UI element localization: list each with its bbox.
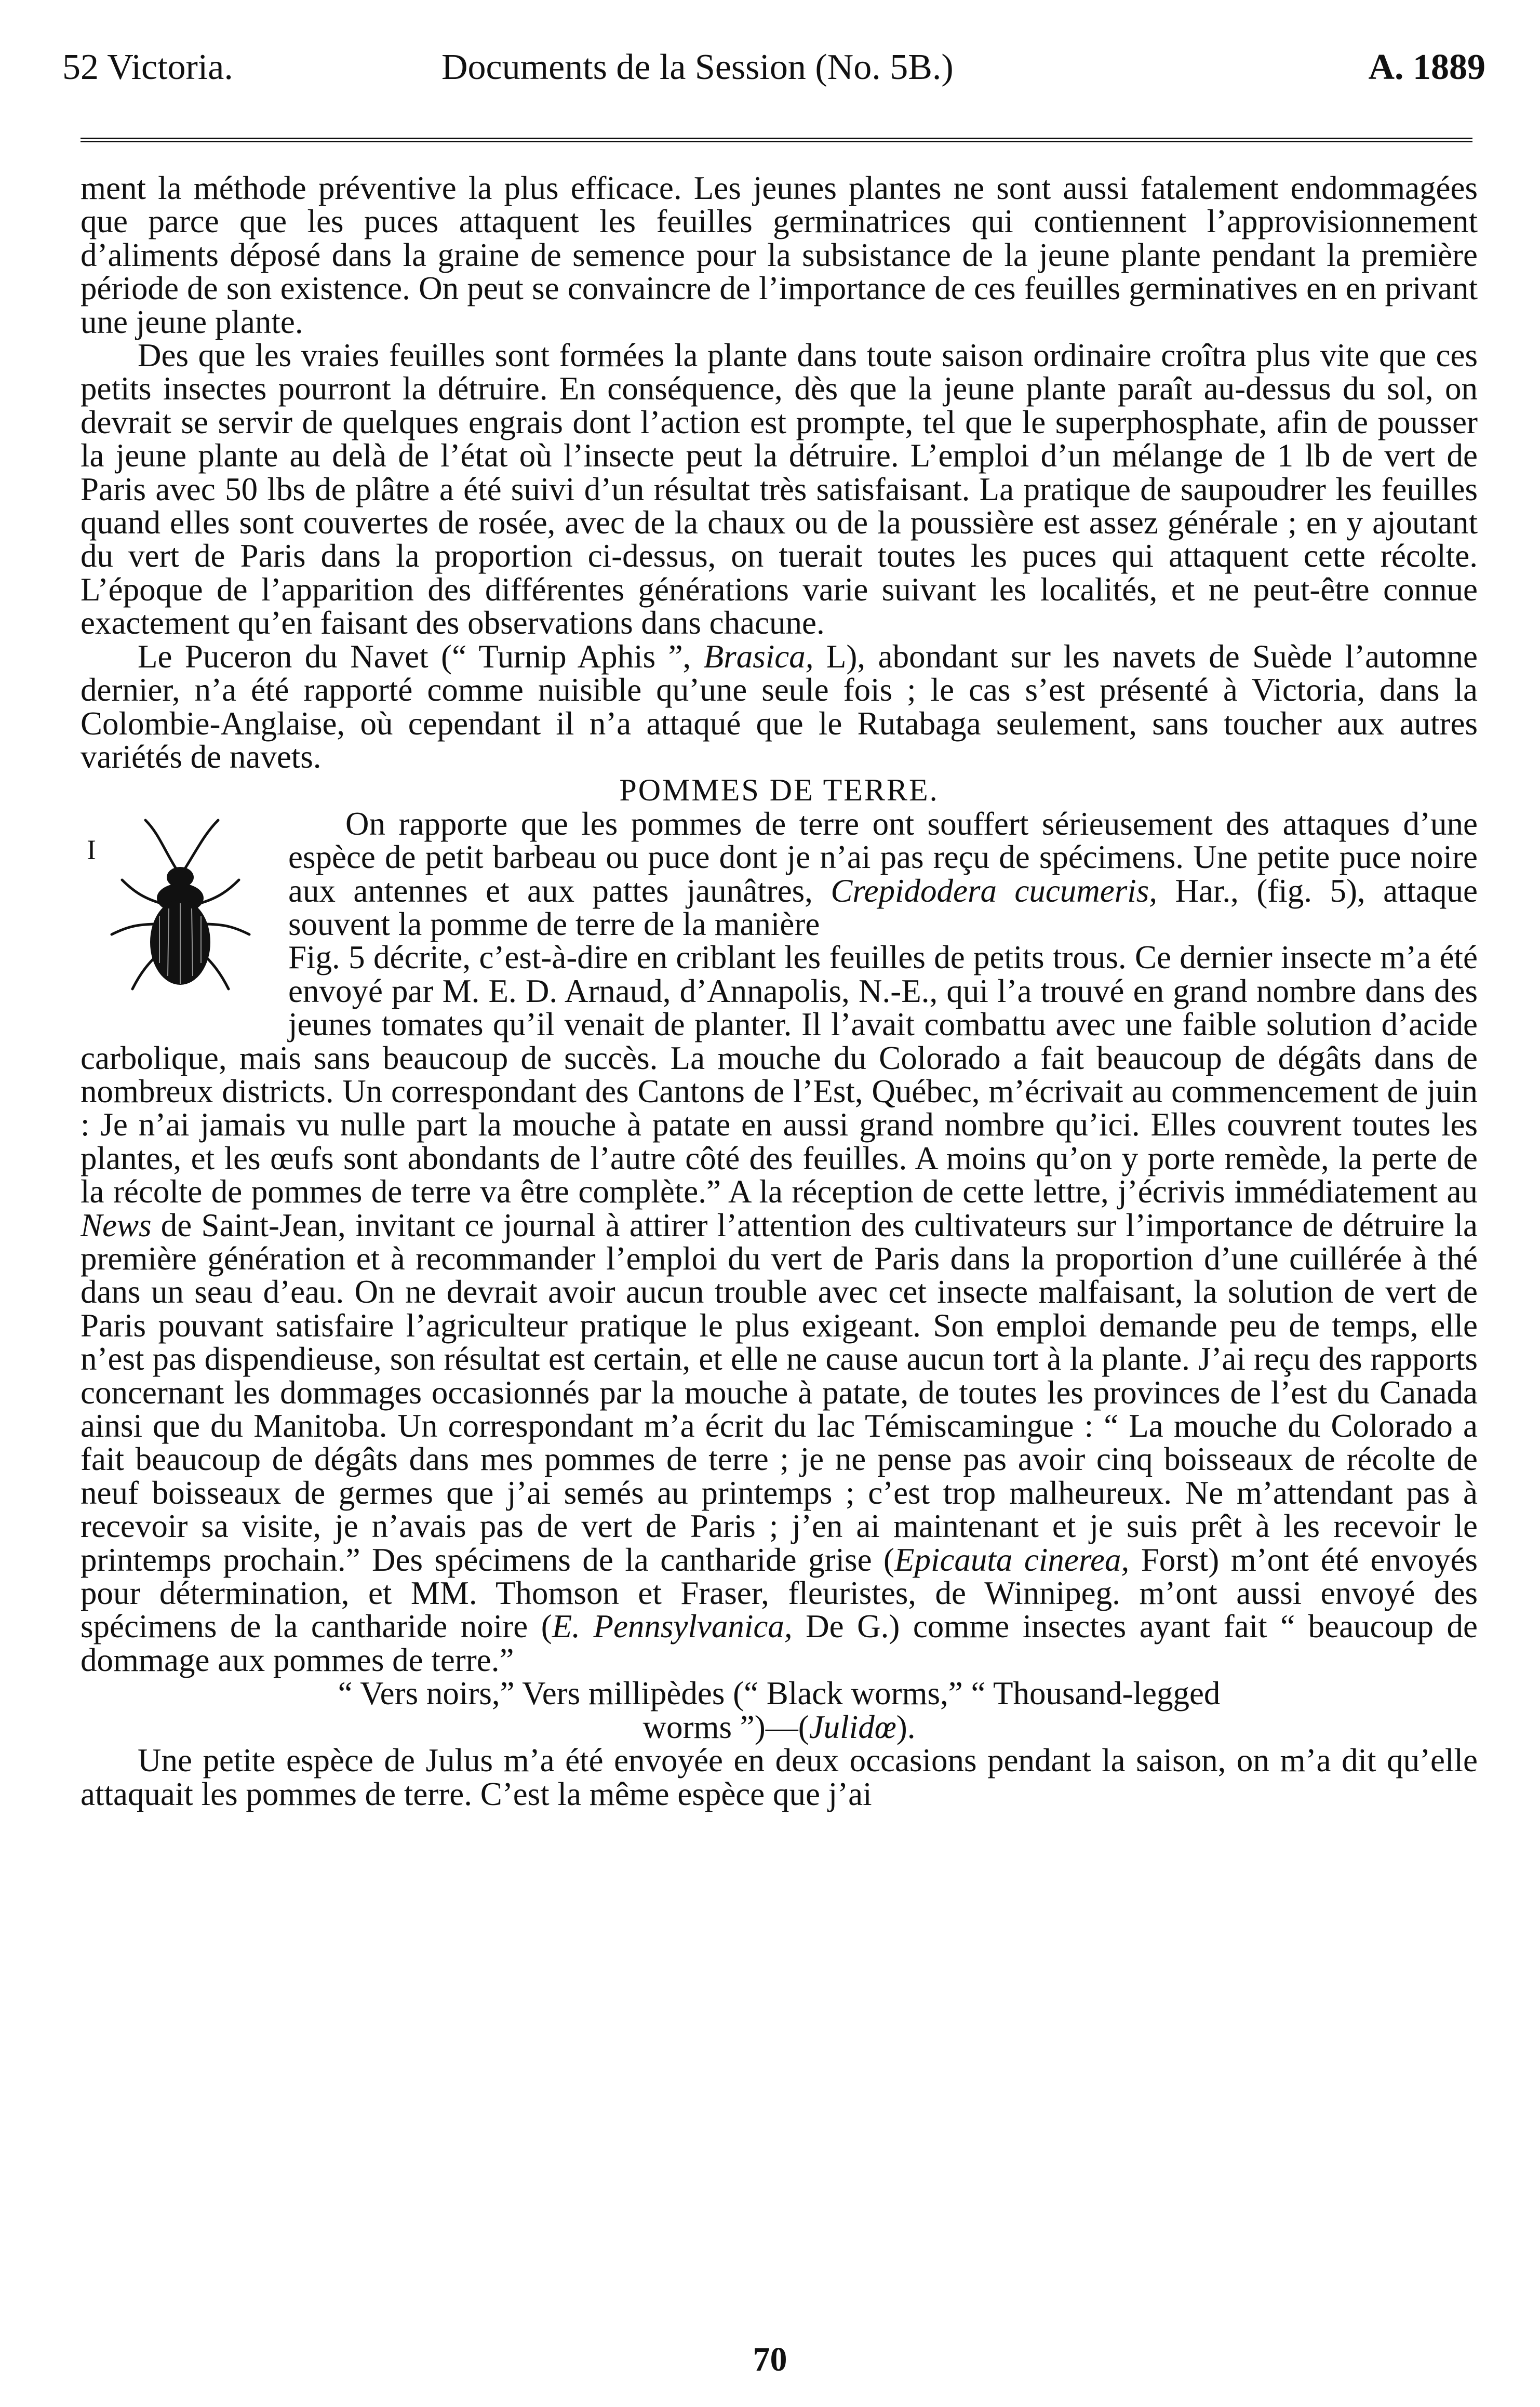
species-name: Brasica, [703, 638, 814, 675]
subheading-line: worms ”)—( [642, 1708, 809, 1745]
text-run: Forst) m’ont été envoyés pour détermination, et MM. Thomson et Fraser, fleuristes, de Winnipeg. m’ont aussi envoyé des spécimens de la cantharide noire ( [81, 1541, 1478, 1645]
subheading-line: ). [896, 1708, 916, 1745]
leg [122, 880, 161, 903]
text-run: On rapporte que les pommes de terre ont souffert sérieusement des attaques d’une espèce de petit barbeau ou puce dont je n’ai pas reçu de spécimens. Une petite puce noire aux antennes et aux pattes jaunâtres, [288, 805, 1478, 909]
paragraph-continuation: ment la méthode préventive la plus efficace. Les jeunes plantes ne sont aussi fatalement endommagées que parce que les puces attaquent les feuilles germinatrices qui contiennent l’approvisionnement d’aliments déposé dans la graine de semence pour la subsistance de la jeune plante pendant la première période de son existence. On peut se convaincre de l’importance de ces feuilles germinatives en en privant une jeune plante. [81, 170, 1478, 340]
text-run: Le Puceron du Navet (“ Turnip Aphis ”, [138, 638, 704, 675]
antenna-right [184, 820, 218, 870]
species-name: Epicauta cinerea, [894, 1541, 1130, 1578]
paragraph-true-leaves: Des que les vraies feuilles sont formées la plante dans toute saison ordinaire croîtra plus vite que ces petits insectes pourront la détruire. En conséquence, dès que la jeune plante paraît au-dessus du sol, on devrait se servir de quelques engrais dont l’action est prompte, tel que le superphosphate, afin de pousser la jeune plante au delà de l’état où l’insecte peut la détruire. L’emploi d’un mélange de 1 lb de vert de Paris avec 50 lbs de plâtre a été suivi d’un résultat très satisfaisant. La pratique de saupoudrer les feuilles quand elles sont couvertes de rosée, avec de la chaux ou de la poussière est assez générale ; en y ajoutant du vert de Paris dans la proportion ci-dessus, on tuerait toutes les puces qui attaquent cette récolte. L’époque de l’apparition des différentes générations varie suivant les localités, et ne peut-être connue exactement qu’en faisant des observations dans chacune. [81, 337, 1478, 641]
newspaper-name: News [81, 1207, 152, 1243]
header-rule [81, 138, 1472, 142]
paragraph-potatoes [81, 807, 1478, 1677]
subheading-millipedes [81, 1677, 1478, 1744]
text-run: L), abondant sur les navets de Suède l’automne dernier, n’a été rapporté comme nuisible qu’une seule fois ; le cas s’est présenté à Victoria, dans la Colombie-Anglaise, où cependant il n’a attaqué que le Rutabaga seulement, sans toucher aux autres variétés de navets. [81, 638, 1478, 775]
species-name: E. Pennsylvanica, [552, 1608, 793, 1645]
species-name: Crepidodera cucumeris, [831, 872, 1158, 909]
subheading-line: “ Vers noirs,” Vers millipèdes (“ Black worms,” “ Thousand-legged [338, 1675, 1221, 1712]
text-run: Har., (fig. 5), attaque souvent la pomme de terre de la manière [288, 872, 1478, 942]
flea-beetle-illustration [81, 812, 278, 1015]
figure-marker: I [87, 834, 96, 865]
paragraph-turnip-aphis [81, 640, 1478, 774]
body-text [81, 171, 1478, 1811]
leg [203, 924, 249, 934]
leg [200, 880, 239, 903]
figure-5 [81, 812, 278, 1015]
figure-label: Fig. 5 [288, 939, 365, 976]
antenna-left [145, 820, 177, 870]
running-header [62, 36, 1485, 99]
text-run: De G.) comme insectes ayant fait “ beaucoup de dommage aux pommes de terre.” [81, 1608, 1478, 1678]
paragraph-julus: Une petite espèce de Julus m’a été envoyée en deux occasions pendant la saison, on m’a dit qu’elle attaquait les pommes de terre. C’est la même espèce que j’ai [81, 1742, 1478, 1812]
header-volume: 52 Victoria. [62, 47, 233, 87]
page-number: 70 [753, 2341, 787, 2378]
family-name: Julidœ [809, 1708, 896, 1745]
text-run: de Saint-Jean, invitant ce journal à attirer l’attention des cultivateurs sur l’importance de détruire la première génération et à recommander l’emploi du vert de Paris dans la proportion d’une cuillérée à thé dans un seau d’eau. On ne devrait avoir aucun trouble avec cet insecte malfaisant, la solution de vert de Paris pouvant satisfaire l’agriculteur pratique le plus exigeant. Son emploi demande peu de temps, elle n’est pas dispendieuse, son résultat est certain, et elle ne cause aucun tort à la plante. J’ai reçu des rapports concernant les dommages occasionnés par la mouche à patate, de toutes les provinces de l’est du Canada ainsi que du Manitoba. Un correspondant m’a écrit du lac Témiscamingue : “ La mouche du Colorado a fait beaucoup de dégâts dans mes pommes de terre ; je ne pense pas avoir cinq boisseaux de récolte de neuf boisseaux de germes que j’ai semés au printemps ; c’est trop malheureux. Ne m’attendant pas à recevoir sa visite, je n’avais pas de vert de Paris ; j’en ai maintenant et je suis prêt à les recevoir le printemps prochain.” Des spécimens de la cantharide grise ( [81, 1207, 1478, 1578]
header-year: A. 1889 [1368, 47, 1485, 87]
header-title: Documents de la Session (No. 5B.) [441, 47, 954, 87]
section-title: POMMES DE TERRE. [619, 773, 939, 808]
text-run: décrite, c’est-à-dire en criblant les feuilles de petits trous. Ce dernier insecte m’a été envoyé par M. E. D. Arnaud, d’Annapolis, N.-E., qui l’a trouvé en grand nombre dans des jeunes tomates qu’il venait de planter. Il l’avait combattu avec une faible solution d’acide carbolique, mais sans beaucoup de succès. La mouche du Colorado a fait beaucoup de dégâts dans de nombreux districts. Un correspondant des Cantons de l’Est, Québec, m’écrivait au commencement de juin : Je n’ai jamais vu nulle part la mouche à patate en aussi grand nombre qu’ici. Elles couvrent toutes les plantes, et les œufs sont abondants de l’autre côté des feuilles. A moins qu’on y porte remède, la perte de la récolte de pommes de terre va être complète.” A la réception de cette lettre, j’écrivis immédiatement au [81, 939, 1478, 1210]
